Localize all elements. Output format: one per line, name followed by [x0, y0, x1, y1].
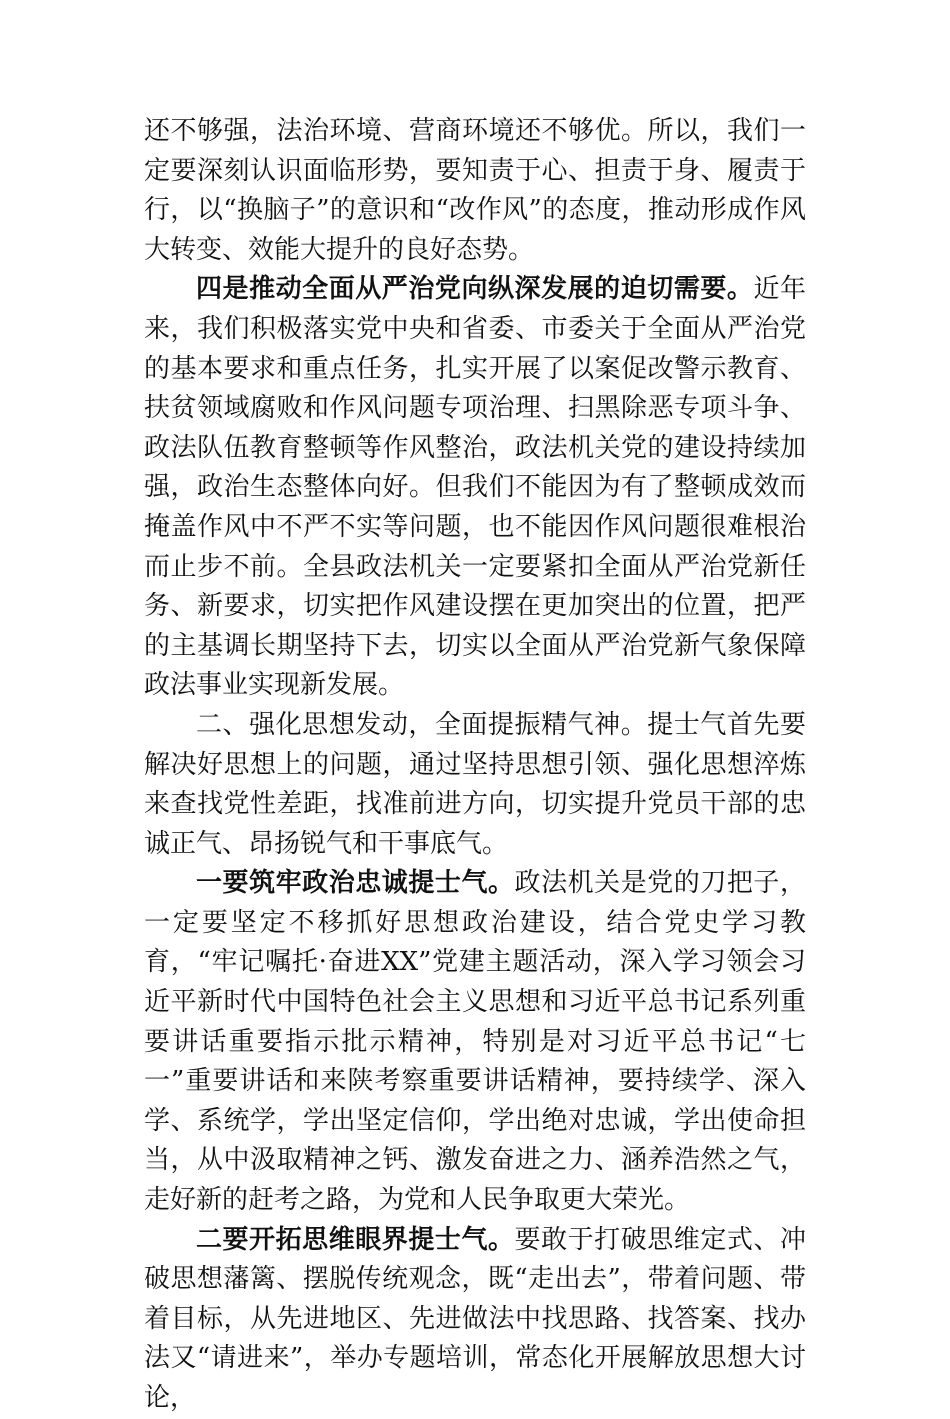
paragraph-3 — [144, 706, 806, 864]
paragraph-4-text: 政法机关是党的刀把子，一定要坚定不移抓好思想政治建设，结合党史学习教育，“牢记嘱托·奋进XX”党建主题活动，深入学习领会习近平新时代中国特色社会主义思想和习近平总书记系列重要讲话重要指示批示精神，特别是对习近平总书记“七一”重要讲话和来陕考察重要讲话精神，要持续学、深入学、系统学，学出坚定信仰，学出绝对忠诚，学出使命担当，从中汲取精神之钙、激发奋进之力、涵养浩然之气，走好新的赶考之路，为党和人民争取更大荣光。 — [144, 868, 806, 1216]
paragraph-2-text: 近年来，我们积极落实党中央和省委、市委关于全面从严治党的基本要求和重点任务，扎实开展了以案促改警示教育、扶贫领域腐败和作风问题专项治理、扫黑除恶专项斗争、政法队伍教育整顿等作风整治，政法机关党的建设持续加强，政治生态整体向好。但我们不能因为有了整顿成效而掩盖作风中不严不实等问题，也不能因作风问题很难根治而止步不前。全县政法机关一定要紧扣全面从严治党新任务、新要求，切实把作风建设摆在更加突出的位置，把严的主基调长期坚持下去，切实以全面从严治党新气象保障政法事业实现新发展。 — [144, 274, 806, 701]
paragraph-1-text: 还不够强，法治环境、营商环境还不够优。所以，我们一定要深刻认识面临形势，要知责于心、担责于身、履责于行，以“换脑子”的意识和“改作风”的态度，推动形成作风大转变、效能大提升的良好态势。 — [144, 116, 806, 265]
paragraph-2 — [144, 270, 806, 706]
paragraph-5 — [144, 1221, 806, 1419]
paragraph-1 — [144, 112, 806, 270]
paragraph-5-heading: 二要开拓思维眼界提士气。 — [196, 1224, 515, 1255]
paragraph-4 — [144, 864, 806, 1220]
paragraph-5-text: 要敢于打破思维定式、冲破思想藩篱、摆脱传统观念，既“走出去”，带着问题、带着目标，从先进地区、先进做法中找思路、找答案、找办法又“请进来”，举办专题培训，常态化开展解放思想大讨论， — [144, 1224, 806, 1413]
document-page — [144, 112, 806, 1419]
paragraph-2-heading: 四是推动全面从严治党向纵深发展的迫切需要。 — [196, 274, 754, 305]
paragraph-3-text: 二、强化思想发动，全面提振精气神。提士气首先要解决好思想上的问题，通过坚持思想引领、强化思想淬炼来查找党性差距，找准前进方向，切实提升党员干部的忠诚正气、昂扬锐气和干事底气。 — [144, 709, 806, 859]
paragraph-4-heading: 一要筑牢政治忠诚提士气。 — [196, 868, 515, 899]
